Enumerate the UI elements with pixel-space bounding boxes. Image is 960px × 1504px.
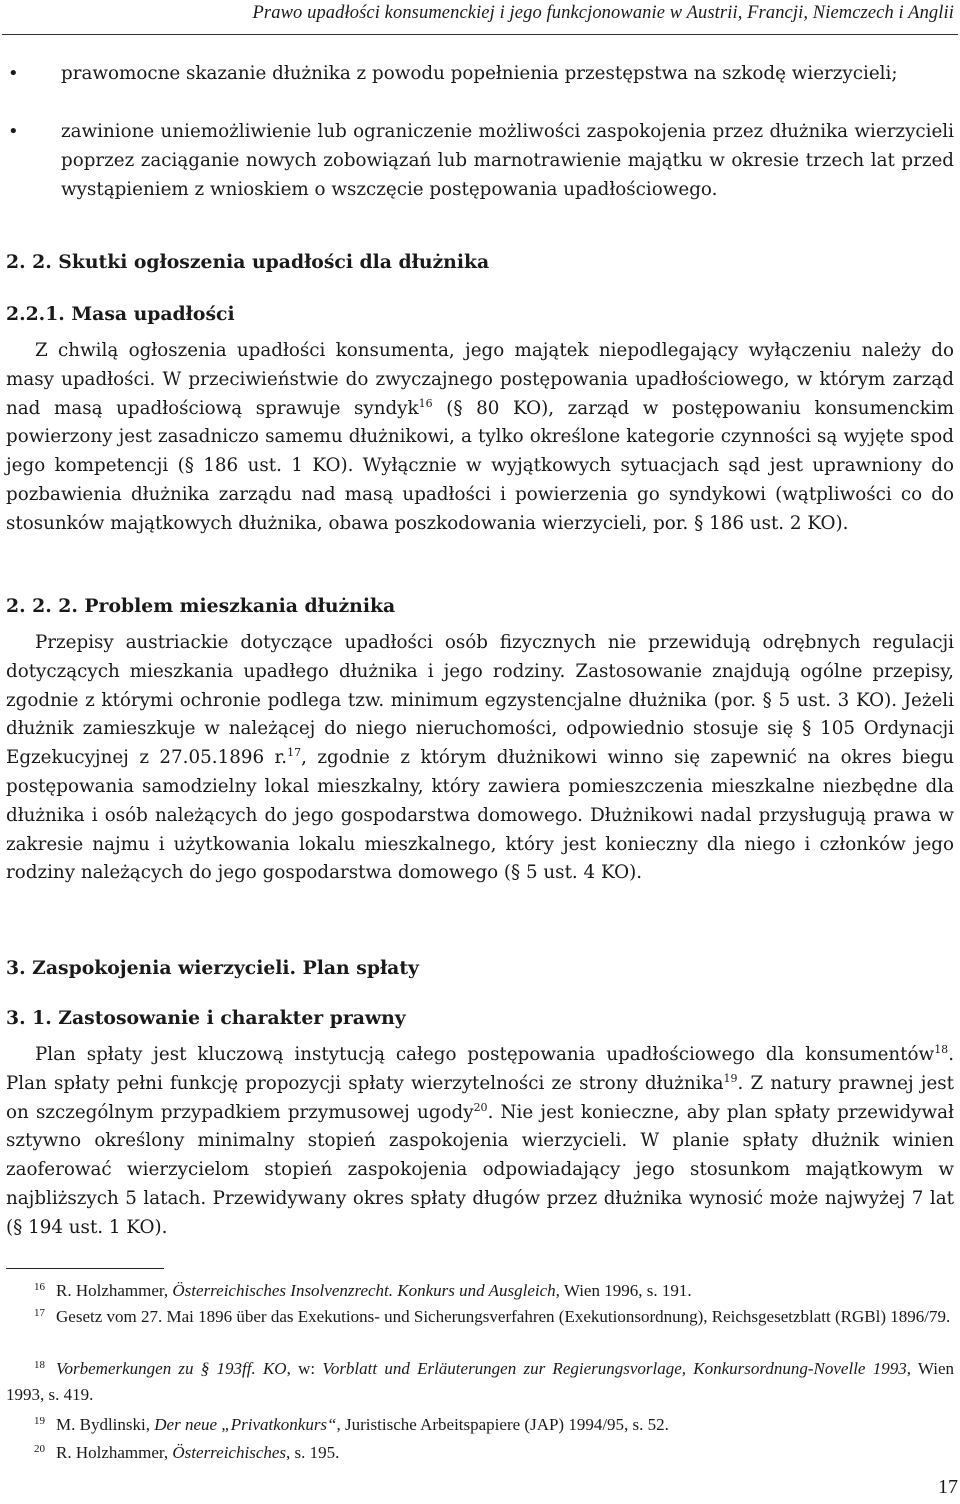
page-number: 17: [938, 1476, 958, 1498]
running-header: Prawo upadłości konsumenckiej i jego funkcjonowanie w Austrii, Francji, Niemczech i Anglii: [252, 3, 954, 23]
paragraph-mieszkanie: Przepisy austriackie dotyczące upadłości osób fizycznych nie przewidują odrębnych regulacji dotyczących mieszkania upadłego dłużnika i jego rodziny. Zastosowanie znajdują ogólne przepisy, zgodnie z którymi ochronie podlega tzw. minimum egzystencjalne dłużnika (por. § 5 ust. 3 KO). Jeżeli dłużnik zamieszkuje w należącej do niego nieruchomości, odpowiednio stosuje się § 105 Ordynacji Egzekucyjnej z 27.05.1896 r.$^{17}$, zgodnie z którym dłużnikowi winno się zapewnić na okres biegu postępowania samodzielny lokal mieszkalny, który zawiera pomieszczenia mieszkalne niezbędne dla dłużnika i osób należących do jego gospodarstwa domowego. Dłużnikowi nadal przysługują prawa w zakresie najmu i użytkowania lokalu mieszkalnego, który jest konieczny dla niego i członków jego rodziny należących do jego gospodarstwa domowego (§ 5 ust. 4 KO).: [6, 632, 954, 884]
footnote-ref[interactable]: 18: [934, 1043, 949, 1056]
footnote-ref[interactable]: 20: [473, 1100, 488, 1114]
footnote-ref[interactable]: 17: [287, 746, 302, 760]
footnote: $^{19}$ M. Bydlinski, Der neue „Privatkonkurs“, Juristische Arbeitspapiere (JAP) 1994/95, s. 52.: [34, 1415, 669, 1434]
bullet-marker: •: [8, 121, 19, 142]
subsection-heading: 2.2.1. Masa upadłości: [6, 303, 235, 325]
bullet-marker: •: [8, 63, 19, 84]
subsection-heading: 2. 2. 2. Problem mieszkania dłużnika: [6, 595, 396, 617]
footnote: $^{20}$ R. Holzhammer, Österreichisches, s. 195.: [34, 1443, 340, 1462]
footnote-ref[interactable]: 19: [723, 1071, 738, 1085]
paragraph-plan-splaty: Plan spłaty jest kluczową instytucją całego postępowania upadłościowego dla konsumentów$^{18}$. Plan spłaty pełni funkcję propozycji spłaty wierzytelności ze strony dłużnika$^{19}$. Z natury prawnej jest on szczególnym przypadkiem przymusowej ugody$^{20}$. Nie jest konieczne, aby plan spłaty przewidywał sztywno określony minimalny stopień zaspokojenia wierzycieli. W planie spłaty dłużnik winien zaoferować wierzycielom stopień zaspokojenia odpowiadający jego stosunkom majątkowym w najbliższych 5 latach. Przewidywany okres spłaty długów przez dłużnika wynosić może najwyżej 7 lat (§ 194 ust. 1 KO).: [6, 1043, 954, 1238]
footnote: $^{17}$ Gesetz vom 27. Mai 1896 über das Exekutions- und Sicherungsverfahren (Exekutionsordnung), Reichsgesetzblatt (RGBl) 1896/79.: [34, 1307, 951, 1326]
header-rule: [2, 34, 958, 35]
footnote: $^{16}$ R. Holzhammer, Österreichisches Insolvenzrecht. Konkurs und Ausgleich, Wien 1996, s. 191.: [34, 1281, 692, 1300]
subsection-heading: 3. 1. Zastosowanie i charakter prawny: [6, 1007, 406, 1029]
chapter-heading: 3. Zaspokojenia wierzycieli. Plan spłaty: [6, 957, 419, 979]
footnote: $^{18}$ Vorbemerkungen zu § 193ff. KO, w: Vorblatt und Erläuterungen zur Regierungsvorlage, Konkursordnung-Novelle 1993, Wien 1993, s. 419.: [6, 1359, 955, 1404]
bullet-item: prawomocne skazanie dłużnika z powodu popełnienia przestępstwa na szkodę wierzycieli;: [61, 63, 898, 84]
paragraph-masa: Z chwilą ogłoszenia upadłości konsumenta, jego majątek niepodlegający wyłączeniu należy do masy upadłości. W przeciwieństwie do zwyczajnego postępowania upadłościowego, w którym zarząd nad masą upadłościową sprawuje syndyk$^{16}$ (§ 80 KO), zarząd w postępowaniu konsumenckim powierzony jest zasadniczo samemu dłużnikowi, a tylko określone kategorie czynności są wyjęte spod jego kompetencji (§ 186 ust. 1 KO). Wyłącznie w wyjątkowych sytuacjach sąd jest uprawniony do pozbawienia dłużnika zarządu nad masą upadłości i powierzenia go syndykowi (wątpliwości co do stosunków majątkowych dłużnika, obawa poszkodowania wierzycieli, por. § 186 ust. 2 KO).: [6, 340, 954, 534]
section-heading: 2. 2. Skutki ogłoszenia upadłości dla dłużnika: [6, 251, 490, 273]
footnote-ref[interactable]: 16: [418, 396, 433, 410]
bullet-item: zawinione uniemożliwienie lub ograniczenie możliwości zaspokojenia przez dłużnika wierzycieli poprzez zaciąganie nowych zobowiązań lub marnotrawienie majątku w okresie trzech lat przed wystąpieniem z wnioskiem o wszczęcie postępowania upadłościowego.: [61, 121, 954, 200]
footnote-separator: [6, 1268, 164, 1269]
